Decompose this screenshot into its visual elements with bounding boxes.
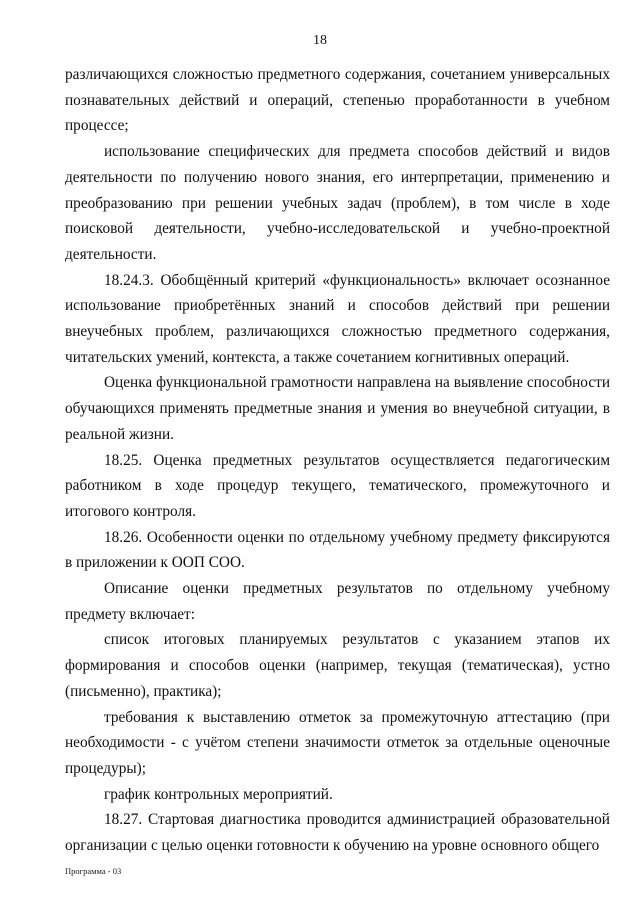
- paragraph: использование специфических для предмета способов действий и видов деятельности по получению нового знания, его интерпретации, применению и преобразованию при решении учебных задач (проблем), в том числе в ходе поисковой деятельности, учебно-исследовательской и учебно-проектной деятельности.: [65, 143, 610, 263]
- paragraph: Описание оценки предметных результатов по отдельному учебному предмету включает:: [65, 580, 610, 623]
- paragraph: 18.26. Особенности оценки по отдельному учебному предмету фиксируются в приложении к ООП СОО.: [65, 528, 610, 572]
- paragraph: Оценка функциональной грамотности направлена на выявление способности обучающихся применять предметные знания и умения во внеучебной ситуации, в реальной жизни.: [65, 374, 610, 443]
- paragraph: различающихся сложностью предметного содержания, сочетанием универсальных познавательных действий и операций, степенью проработанности в учебном процессе;: [65, 66, 610, 135]
- paragraph: 18.25. Оценка предметных результатов осуществляется педагогическим работником в ходе процедур текущего, тематического, промежуточного и итогового контроля.: [65, 451, 610, 520]
- document-body: [65, 62, 610, 859]
- paragraph: список итоговых планируемых результатов с указанием этапов их формирования и способов оценки (например, текущая (тематическая), устно (письменно), практика);: [65, 631, 610, 700]
- paragraph: 18.24.3. Обобщённый критерий «функциональность» включает осознанное использование приобретённых знаний и способов действий при решении внеучебных проблем, различающихся сложностью предметного содержания, читательских умений, контекста, а также сочетанием когнитивных операций.: [65, 271, 610, 366]
- page-number: 18: [313, 33, 327, 48]
- paragraph: график контрольных мероприятий.: [104, 785, 333, 803]
- page-footer: Программа - 03: [65, 866, 122, 876]
- paragraph: 18.27. Стартовая диагностика проводится администрацией образовательной организации с целью оценки готовности к обучению на уровне основного общего: [65, 811, 610, 855]
- paragraph: требования к выставлению отметок за промежуточную аттестацию (при необходимости - с учётом степени значимости отметок за отдельные оценочные процедуры);: [65, 708, 610, 777]
